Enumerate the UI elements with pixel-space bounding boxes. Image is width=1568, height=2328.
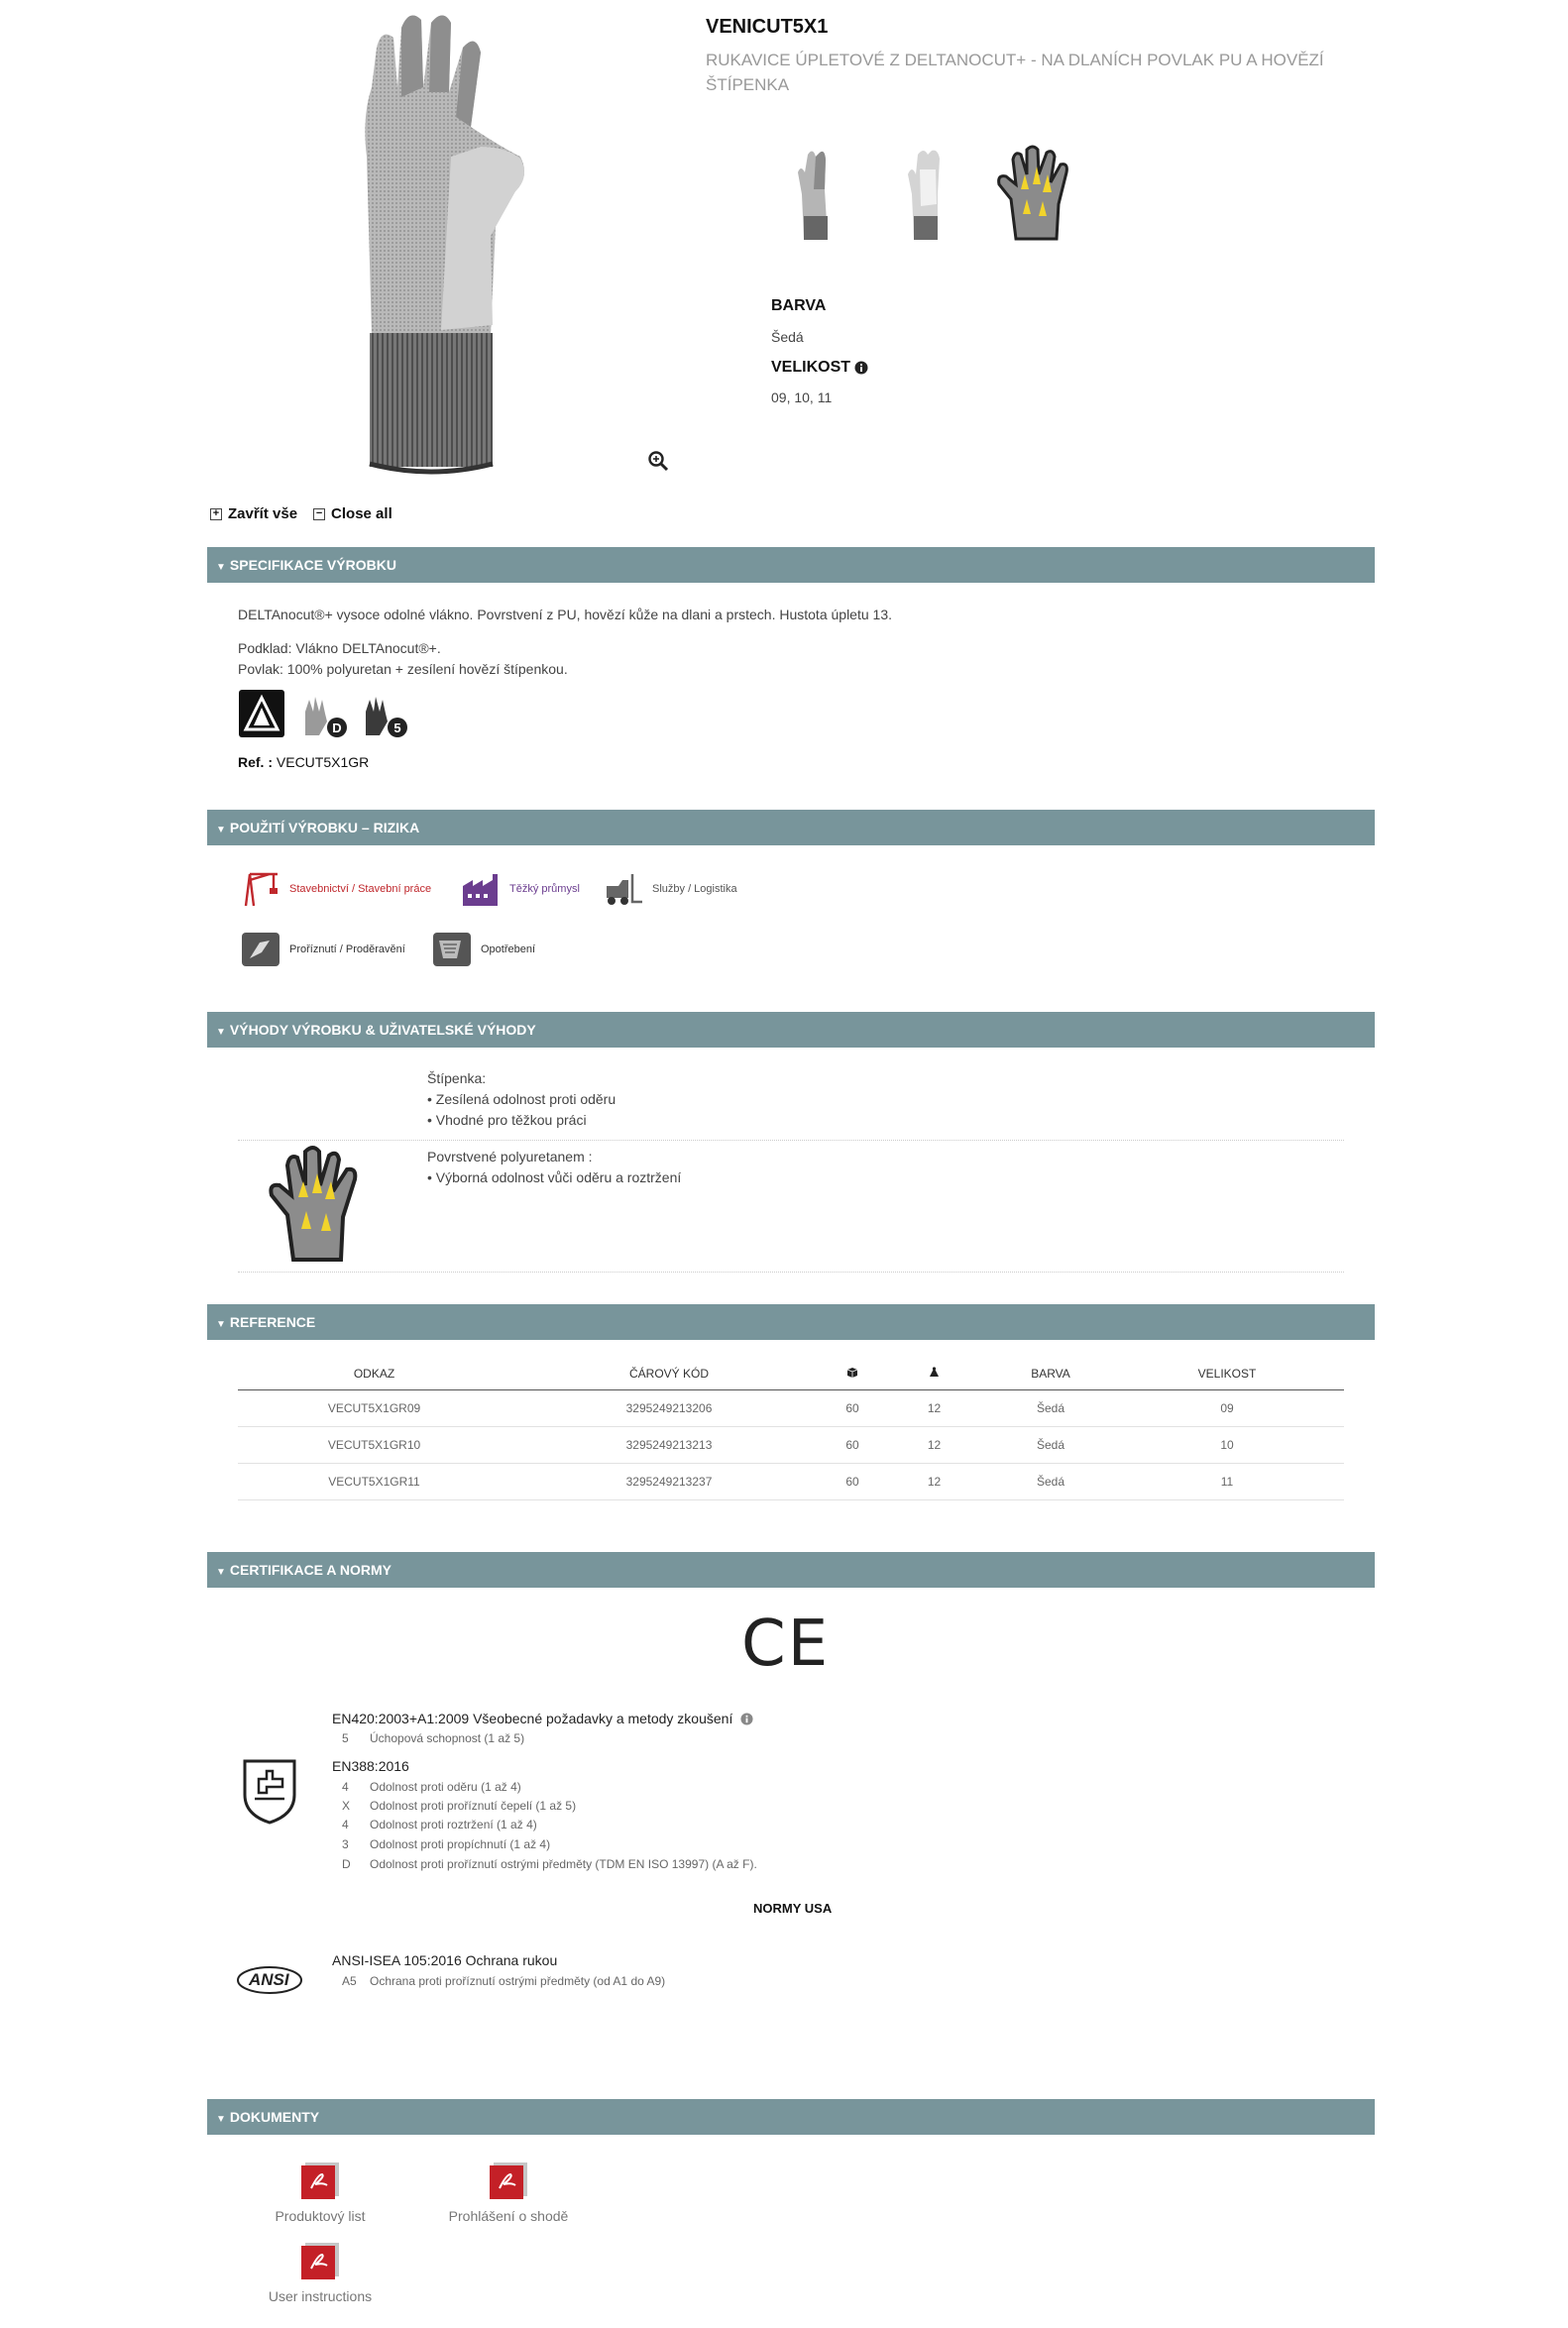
forklift-icon bbox=[603, 870, 644, 908]
ref-label: Ref. : bbox=[238, 754, 273, 770]
expand-all-link[interactable]: Zavřít vše bbox=[228, 505, 298, 522]
usa-standards-title: NORMY USA bbox=[753, 1901, 833, 1916]
section-header-reference[interactable]: ▼ REFERENCE bbox=[207, 1304, 1375, 1340]
color-label: BARVA bbox=[771, 297, 827, 314]
thumbnail-2[interactable] bbox=[880, 145, 969, 250]
cut-resistance-5-icon bbox=[360, 692, 409, 739]
ansi-row: A5 Ochrana proti proříznutí ostrými předměty (od A1 do A9) bbox=[342, 1974, 666, 1988]
caret-down-icon: ▼ bbox=[216, 562, 226, 573]
section-header-docs[interactable]: ▼ DOKUMENTY bbox=[207, 2099, 1375, 2135]
size-value: 09, 10, 11 bbox=[771, 389, 833, 405]
thumbnail-3[interactable] bbox=[991, 145, 1080, 250]
en388-row: X Odolnost proti proříznutí čepelí (1 až 5) bbox=[342, 1799, 577, 1813]
section-header-spec[interactable]: ▼ SPECIFIKACE VÝROBKU bbox=[207, 547, 1375, 583]
en388-row: 3 Odolnost proti propíchnutí (1 až 4) bbox=[342, 1837, 551, 1851]
doc-user-instructions[interactable]: User instructions bbox=[236, 2241, 404, 2304]
ansi-logo: ANSI bbox=[236, 1962, 303, 1998]
risk-item-heavy-industry: Těžký průmysl bbox=[460, 870, 580, 908]
collapse-all-link[interactable]: Close all bbox=[331, 505, 392, 522]
caret-down-icon: ▼ bbox=[216, 1319, 226, 1330]
doc-declaration[interactable]: Prohlášení o shodě bbox=[424, 2161, 593, 2224]
table-row[interactable]: VECUT5X1GR11 3295249213237 60 12 Šedá 11 bbox=[238, 1463, 1344, 1499]
product-subtitle: RUKAVICE ÚPLETOVÉ Z DELTANOCUT+ - NA DLANÍCH POVLAK PU A HOVĚZÍ ŠTÍPENKA bbox=[706, 51, 1324, 94]
section-header-benefits[interactable]: ▼ VÝHODY VÝROBKU & UŽIVATELSKÉ VÝHODY bbox=[207, 1012, 1375, 1048]
info-icon[interactable] bbox=[854, 361, 868, 375]
caret-down-icon: ▼ bbox=[216, 1027, 226, 1038]
expand-toggles bbox=[210, 505, 392, 522]
col-header-box-icon bbox=[828, 1358, 877, 1389]
ce-mark: CE bbox=[741, 1607, 831, 1681]
crane-icon bbox=[240, 870, 281, 908]
en388-row: 4 Odolnost proti roztržení (1 až 4) bbox=[342, 1818, 537, 1831]
benefit-pu: Povrstvené polyuretanem : • Výborná odolnost vůči oděru a roztržení bbox=[427, 1149, 682, 1185]
box-icon bbox=[846, 1367, 858, 1378]
pdf-icon bbox=[486, 2161, 531, 2200]
caret-down-icon: ▼ bbox=[216, 2114, 226, 2125]
pack-icon bbox=[929, 1367, 940, 1378]
risk-item-logistics: Služby / Logistika bbox=[603, 870, 737, 908]
color-value: Šedá bbox=[771, 329, 804, 345]
col-header-size: VELIKOST bbox=[1110, 1358, 1344, 1389]
col-header-pack-icon bbox=[877, 1358, 991, 1389]
ref-value: VECUT5X1GR bbox=[276, 754, 370, 770]
reference-table bbox=[238, 1358, 1344, 1500]
en420-title-row bbox=[332, 1711, 753, 1726]
pdf-icon bbox=[297, 2241, 343, 2280]
svg-text:D: D bbox=[332, 721, 342, 735]
benefit-divider bbox=[238, 1272, 1344, 1273]
pdf-icon bbox=[297, 2161, 343, 2200]
cut-icon bbox=[240, 931, 281, 968]
en420-row: 5 Úchopová schopnost (1 až 5) bbox=[342, 1731, 525, 1745]
factory-icon bbox=[460, 870, 502, 908]
benefit-leather: Štípenka: • Zesílená odolnost proti oděru • Vhodné pro těžkou práci bbox=[427, 1070, 616, 1128]
en388-row: 4 Odolnost proti oděru (1 až 4) bbox=[342, 1780, 521, 1794]
zoom-icon[interactable] bbox=[647, 450, 669, 472]
section-header-usage[interactable]: ▼ POUŽITÍ VÝROBKU – RIZIKA bbox=[207, 810, 1375, 845]
risk-item-abrasion: Opotřebení bbox=[431, 931, 535, 968]
col-header-color: BARVA bbox=[991, 1358, 1110, 1389]
benefit-divider bbox=[238, 1140, 1344, 1141]
risk-item-construction: Stavebnictví / Stavební práce bbox=[240, 870, 431, 908]
size-label: VELIKOST bbox=[771, 359, 851, 376]
doc-product-sheet[interactable]: Produktový list bbox=[236, 2161, 404, 2224]
product-title: VENICUT5X1 bbox=[706, 16, 829, 38]
en388-row: D Odolnost proti proříznutí ostrými předměty (TDM EN ISO 13997) (A až F). bbox=[342, 1857, 757, 1871]
en420-title: EN420:2003+A1:2009 Všeobecné požadavky a metody zkoušení bbox=[332, 1711, 733, 1726]
risk-item-cut: Proříznutí / Proděravění bbox=[240, 931, 405, 968]
abrasion-icon bbox=[431, 931, 473, 968]
table-row[interactable]: VECUT5X1GR09 3295249213206 60 12 Šedá 09 bbox=[238, 1389, 1344, 1426]
en388-shield-icon bbox=[241, 1757, 298, 1825]
col-header-barcode: ČÁROVÝ KÓD bbox=[510, 1358, 828, 1389]
table-header-row bbox=[238, 1358, 1344, 1389]
cut-resistance-d-icon bbox=[299, 692, 349, 739]
product-main-image[interactable] bbox=[332, 8, 550, 484]
spec-base: Podklad: Vlákno DELTAnocut®+. bbox=[238, 640, 441, 656]
spec-coating: Povlak: 100% polyuretan + zesílení hovězí štípenkou. bbox=[238, 661, 568, 677]
collapse-all-icon[interactable]: − bbox=[313, 508, 325, 520]
expand-all-icon[interactable]: + bbox=[210, 508, 222, 520]
caret-down-icon: ▼ bbox=[216, 1567, 226, 1578]
table-row[interactable]: VECUT5X1GR10 3295249213213 60 12 Šedá 10 bbox=[238, 1426, 1344, 1463]
delta-plus-logo-icon bbox=[239, 690, 284, 737]
size-label-row bbox=[771, 359, 868, 377]
spec-description: DELTAnocut®+ vysoce odolné vlákno. Povrstvení z PU, hovězí kůže na dlani a prstech. Hustota úpletu 13. bbox=[238, 607, 892, 622]
caret-down-icon: ▼ bbox=[216, 825, 226, 835]
info-icon[interactable] bbox=[740, 1713, 753, 1725]
section-header-cert[interactable]: ▼ CERTIFIKACE A NORMY bbox=[207, 1552, 1375, 1588]
thumbnail-1[interactable] bbox=[768, 145, 857, 250]
benefit-glove-image bbox=[266, 1146, 369, 1267]
col-header-ref: ODKAZ bbox=[238, 1358, 510, 1389]
en388-title: EN388:2016 bbox=[332, 1758, 409, 1774]
svg-text:5: 5 bbox=[393, 721, 401, 735]
spec-reference bbox=[238, 754, 369, 770]
ansi-title: ANSI-ISEA 105:2016 Ochrana rukou bbox=[332, 1952, 558, 1968]
